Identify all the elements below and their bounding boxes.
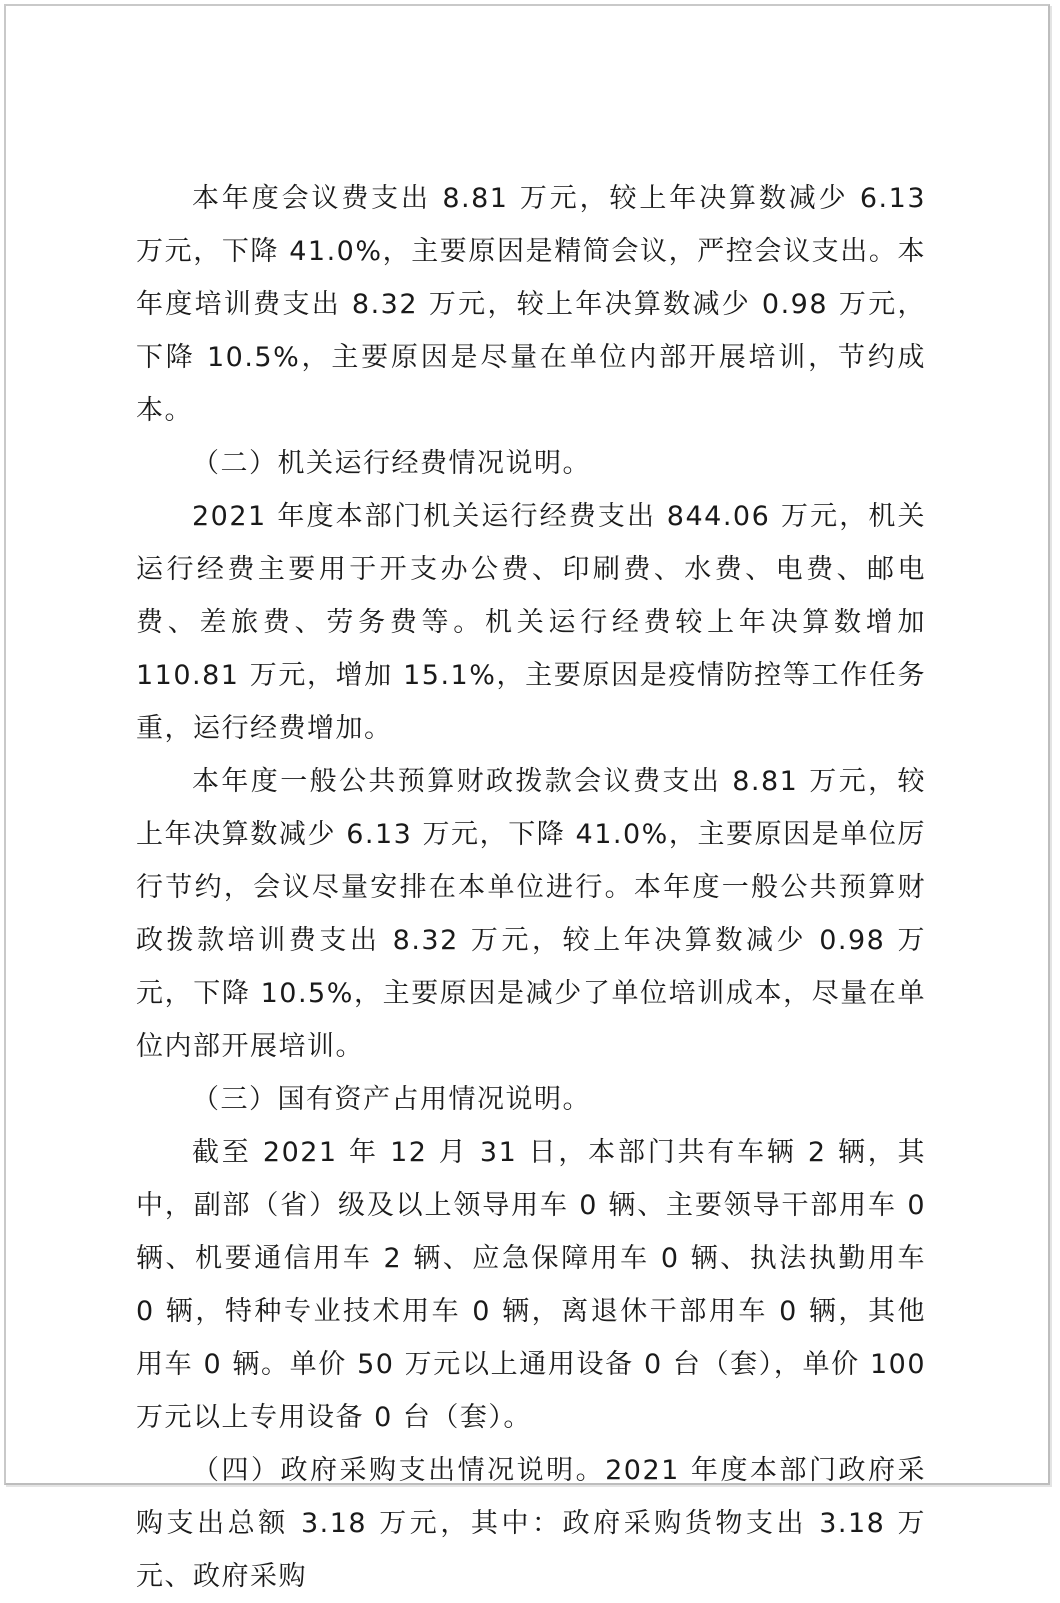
paragraph-public-budget-fees: 本年度一般公共预算财政拨款会议费支出 8.81 万元，较上年决算数减少 6.13 万元，下降 41.0%，主要原因是单位厉行节约，会议尽量安排在本单位进行。本年度一般公共预算财政拨款培训费支出 8.32 万元，较上年决算数减少 0.98 万元，下降 10.5%，主要原因是减少了单位培训成本，尽量在单位内部开展培训。 (136, 766, 926, 1062)
paragraph-operating-expenses: 2021 年度本部门机关运行经费支出 844.06 万元，机关运行经费主要用于开支办公费、印刷费、水费、电费、邮电费、差旅费、劳务费等。机关运行经费较上年决算数增加 110.81 万元，增加 15.1%，主要原因是疫情防控等工作任务重，运行经费增加。 (136, 501, 926, 744)
section-heading-operating-expenses: （二）机关运行经费情况说明。 (192, 448, 591, 479)
paragraph-meeting-training-fees: 本年度会议费支出 8.81 万元，较上年决算数减少 6.13 万元，下降 41.0%，主要原因是精简会议，严控会议支出。本年度培训费支出 8.32 万元，较上年决算数减少 0.98 万元，下降 10.5%，主要原因是尽量在单位内部开展培训，节约成本。 (136, 183, 926, 426)
paragraph-government-procurement: （四）政府采购支出情况说明。2021 年度本部门政府采购支出总额 3.18 万元，其中：政府采购货物支出 3.18 万元、政府采购 (136, 1455, 926, 1592)
paragraph-vehicles-equipment: 截至 2021 年 12 月 31 日，本部门共有车辆 2 辆，其中，副部（省）级及以上领导用车 0 辆、主要领导干部用车 0 辆、机要通信用车 2 辆、应急保障用车 0 辆、执法执勤用车 0 辆，特种专业技术用车 0 辆，离退休干部用车 0 辆，其他用车 0 辆。单价 50 万元以上通用设备 0 台（套），单价 100 万元以上专用设备 0 台（套）。 (136, 1137, 926, 1433)
document-body (136, 172, 926, 1603)
section-heading-state-assets: （三）国有资产占用情况说明。 (192, 1084, 591, 1115)
